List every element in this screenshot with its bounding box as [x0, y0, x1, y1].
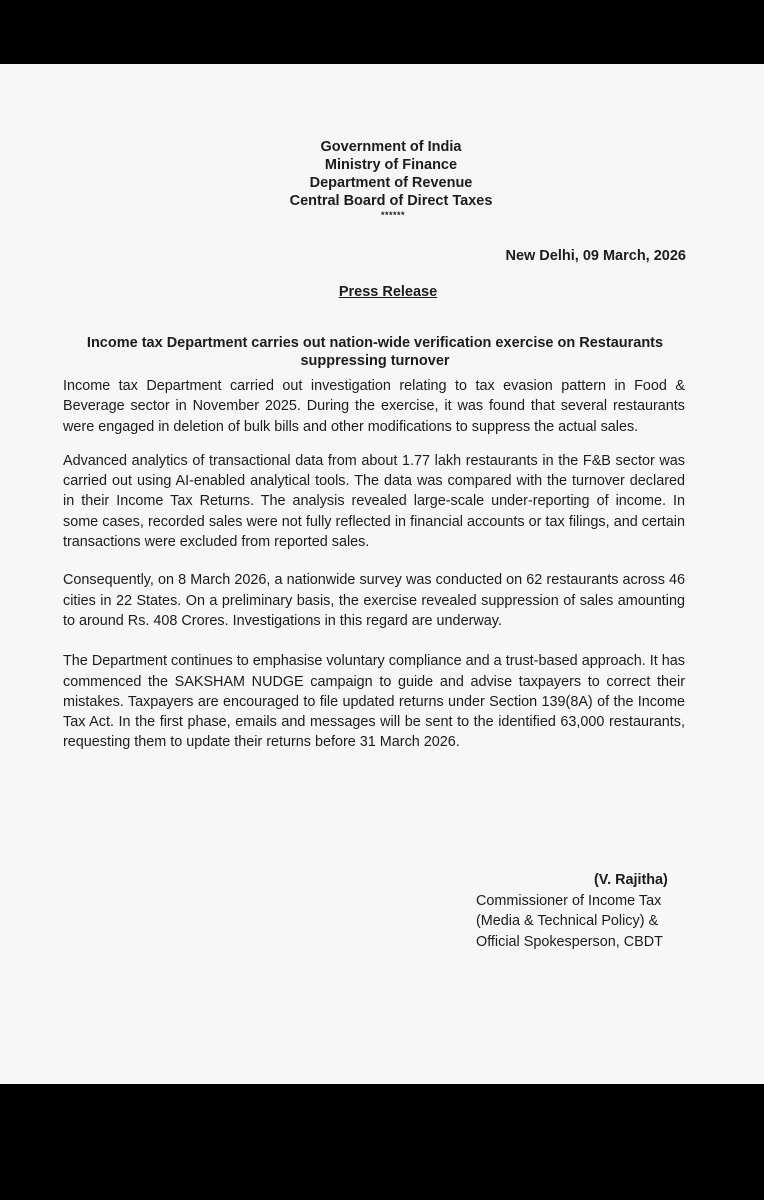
letterhead-line-government: Government of India [320, 139, 462, 155]
letterhead-line-ministry: Ministry of Finance [324, 157, 458, 173]
paragraph-survey: Consequently, on 8 March 2026, a nationwide survey was conducted on 62 restaurants across 46 cities in 22 States. On a preliminary basis, the exercise revealed suppression of sales amounting to around Rs. 408 Crores. Investigations in this regard are underway. [63, 572, 685, 629]
signatory-name: (V. Rajitha) [594, 872, 668, 888]
headline: Income tax Department carries out nation-wide verification exercise on Restaurants suppressing turnover [86, 335, 664, 369]
signatory-title: Commissioner of Income Tax [476, 892, 662, 909]
letterhead-line-department: Department of Revenue [309, 175, 473, 191]
letterhead-separator: ****** [380, 210, 405, 220]
signatory-division: (Media & Technical Policy) & [476, 913, 659, 929]
paragraph-compliance: The Department continues to emphasise voluntary compliance and a trust-based approach. It has commenced the SAKSHAM NUDGE campaign to guide and advise taxpayers to correct their mistakes. Taxpayers are encouraged to file updated returns under Section 139(8A) of the Income Tax Act. In the first phase, emails and messages will be sent to the identified 63,000 restaurants, requesting them to update their returns before 31 March 2026. [63, 653, 685, 751]
paragraph-analytics: Advanced analytics of transactional data from about 1.77 lakh restaurants in the F&B sector was carried out using AI-enabled analytical tools. The data was compared with the turnover declared in their Income Tax Returns. The analysis revealed large-scale under-reporting of income. In some cases, recorded sales were not fully reflected in financial accounts or tax filings, and certain transactions were excluded from reported sales. [63, 452, 685, 551]
signature-block [476, 870, 706, 952]
body-text [63, 376, 685, 767]
letterhead [0, 138, 764, 220]
press-release-label: Press Release [338, 284, 438, 300]
signatory-role: Official Spokesperson, CBDT [476, 933, 663, 950]
letterhead-line-board: Central Board of Direct Taxes [289, 193, 493, 209]
paragraph-investigation: Income tax Department carried out investigation relating to tax evasion pattern in Food & Beverage sector in November 2025. During the exercise, it was found that several restaurants were engaged in deletion of bulk bills and other modifications to suppress the actual sales. [63, 378, 685, 435]
press-release-page [0, 64, 764, 1084]
press-release-label-wrapper [0, 284, 764, 300]
dateline: New Delhi, 09 March, 2026 [505, 248, 686, 264]
